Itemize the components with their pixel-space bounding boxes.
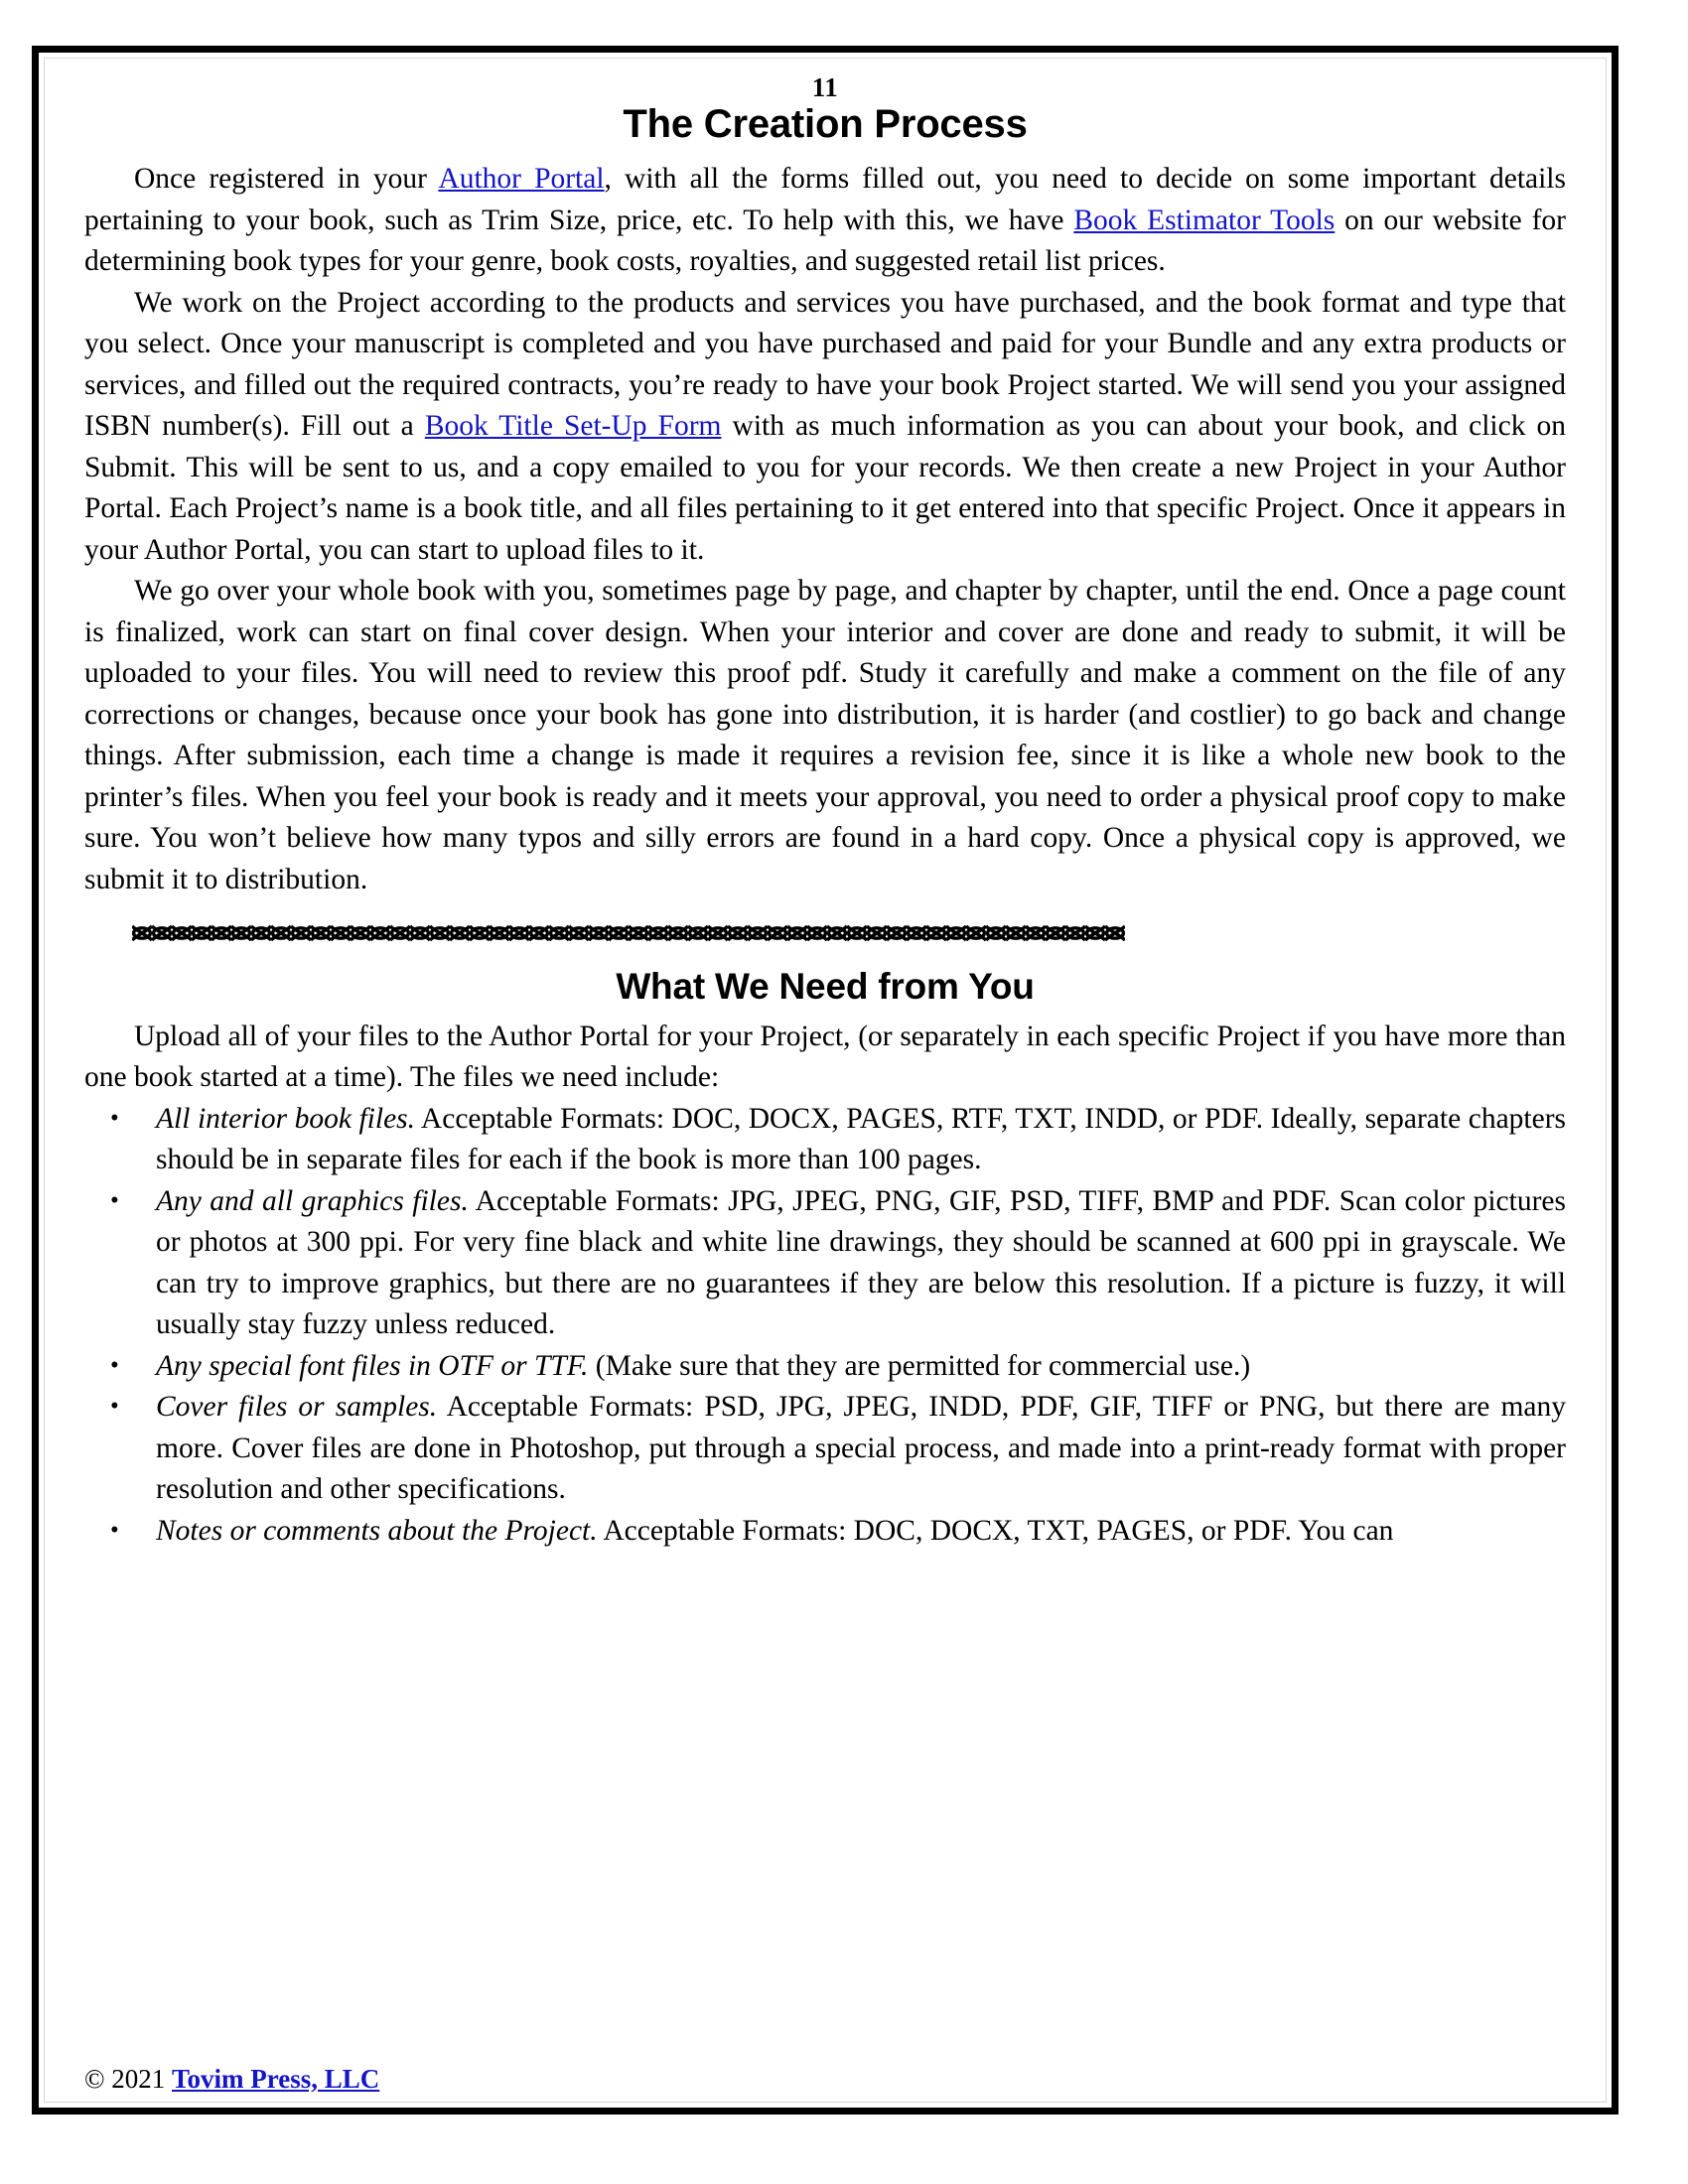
book-estimator-tools-link[interactable]: Book Estimator Tools bbox=[1073, 204, 1336, 236]
chapter-title: The Creation Process bbox=[623, 102, 1028, 146]
list-item-lead: Cover files or samples. bbox=[156, 1391, 438, 1424]
list-item bbox=[84, 1099, 1566, 1181]
section-title-what-we-need: What We Need from You bbox=[616, 966, 1035, 1007]
paragraph-review-process: We go over your whole book with you, sometimes page by page, and chapter by chapter, until the end. Once a page count is finalized, work can start on final cover design. When your interior and cover are done and ready to submit, it will be uploaded to your files. You will need to review this proof pdf. Study it carefully and make a comment on the file of any corrections or changes, because once your book has gone into distribution, it is harder (and costlier) to go back and change things. After submission, each time a change is made it requires a revision fee, since it is like a whole new book to the printer’s files. When you feel your book is ready and it meets your approval, you need to order a physical proof copy to make sure. You won’t believe how many typos and silly errors are found in a hard copy. Once a physical copy is approved, we submit it to distribution. bbox=[84, 575, 1566, 895]
page-content-area bbox=[44, 58, 1607, 2103]
paragraph-upload-instructions: Upload all of your files to the Author Portal for your Project, (or separately in each specific Project if you have more than one book started at a time). The files we need include: bbox=[84, 1020, 1566, 1094]
bullet-icon: • bbox=[110, 1351, 119, 1379]
copyright-text: © 2021 bbox=[84, 2064, 173, 2094]
list-item-text: Acceptable Formats: DOC, DOCX, TXT, PAGES, or PDF. You can bbox=[597, 1514, 1394, 1547]
list-item-lead: Notes or comments about the Project. bbox=[156, 1514, 598, 1547]
list-item-text: Acceptable Formats: DOC, DOCX, PAGES, RTF, TXT, INDD, or PDF. Ideally, separate chapters should be in separate files for each if the book is more than 100 pages. bbox=[156, 1102, 1567, 1176]
list-item bbox=[84, 1387, 1566, 1511]
paragraph-text-segment: , with all the forms filled out, you need to decide on some important details pertaining to your book, such as Trim Size, price, etc. To help with this, we have bbox=[84, 163, 1566, 236]
tovim-press-link[interactable]: Tovim Press, LLC bbox=[172, 2064, 380, 2094]
decorative-chain-divider bbox=[84, 922, 1566, 948]
bullet-icon: • bbox=[110, 1393, 119, 1421]
chain-ornament-icon bbox=[132, 922, 1125, 944]
book-title-setup-form-link[interactable]: Book Title Set-Up Form bbox=[424, 410, 722, 442]
list-item-lead: Any special font files in OTF or TTF. bbox=[156, 1349, 589, 1382]
page-number: 11 bbox=[811, 72, 839, 102]
list-item-lead: Any and all graphics files. bbox=[156, 1184, 469, 1217]
list-item bbox=[84, 1511, 1566, 1553]
bullet-icon: • bbox=[110, 1186, 119, 1214]
list-item bbox=[84, 1346, 1566, 1388]
paragraph-text-segment: with as much information as you can about your book, and click on Submit. This will be sent to us, and a copy emailed to you for your records. We then create a new Project in your Author Portal. Each Project’s name is a book title, and all files pertaining to it get entered into that specific Project. Once it appears in your Author Portal, you can start to upload files to it. bbox=[84, 410, 1566, 566]
list-item bbox=[84, 1181, 1566, 1346]
page-footer bbox=[84, 2062, 379, 2096]
paragraph-text-segment: Once registered in your bbox=[134, 163, 439, 195]
list-item-text: Acceptable Formats: PSD, JPG, JPEG, INDD, PDF, GIF, TIFF or PNG, but there are many more. Cover files are done in Photoshop, put through a special process, and made into a print-ready format with proper resolution and other specifications. bbox=[156, 1391, 1566, 1506]
list-item-lead: All interior book files. bbox=[156, 1102, 416, 1135]
list-item-text: Acceptable Formats: JPG, JPEG, PNG, GIF, PSD, TIFF, BMP and PDF. Scan color pictures or photos at 300 ppi. For very fine black and white line drawings, they should be scanned at 600 ppi in grayscale. We can try to improve graphics, but there are no guarantees if they are below this resolution. If a picture is fuzzy, it will usually stay fuzzy unless reduced. bbox=[156, 1184, 1566, 1341]
list-item-text: (Make sure that they are permitted for commercial use.) bbox=[588, 1349, 1251, 1382]
bullet-icon: • bbox=[110, 1104, 119, 1132]
paragraph-registration bbox=[84, 159, 1566, 283]
paragraph-text-segment: We work on the Project according to the products and services you have purchased, and the book format and type that you select. Once your manuscript is completed and you have purchased and paid for your Bundle and any extra products or services, and filled out the required contracts, you’re ready to have your book Project started. We will send you your assigned ISBN number(s). Fill out a bbox=[84, 286, 1566, 442]
author-portal-link[interactable]: Author Portal bbox=[438, 163, 605, 195]
paragraph-text-segment: on our website for determining book types for your genre, book costs, royalties, and suggested retail list prices. bbox=[84, 204, 1566, 277]
required-files-list bbox=[84, 1099, 1566, 1553]
page-frame bbox=[32, 46, 1618, 2115]
bullet-icon: • bbox=[110, 1516, 119, 1544]
paragraph-project-workflow bbox=[84, 283, 1566, 572]
